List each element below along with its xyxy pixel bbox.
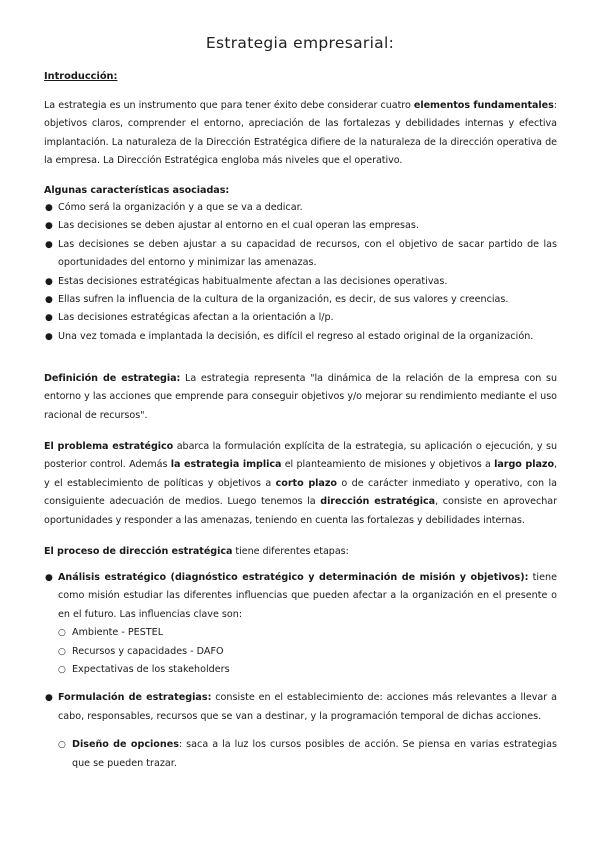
influencias-list <box>58 624 557 679</box>
list-item: ● Una vez tomada e implantada la decisión, es difícil el regreso al estado original de la organización. <box>45 330 534 342</box>
sub-list-item: ○ Ambiente - PESTEL <box>58 627 164 639</box>
intro-heading: Introducción: <box>44 71 118 82</box>
list-item: ● Las decisiones se deben ajustar al entorno en el cual operan las empresas. <box>45 220 419 232</box>
list-item: ● Estas decisiones estratégicas habitualmente afectan a las decisiones operativas. <box>45 275 448 287</box>
sub-list-item: ○ Recursos y capacidades - DAFO <box>58 645 224 657</box>
list-item: ● Ellas sufren la influencia de la cultura de la organización, es decir, de sus valores y creencias. <box>45 294 509 306</box>
list-item: ● Formulación de estrategias: consiste en el establecimiento de: acciones más relevantes a llevar a cabo, responsables, recursos que se van a destinar, y la programación temporal de dichas acciones. ○ Diseño de opciones: saca a la luz los cursos posibles de acción. Se piensa en varias estrategias que se pueden trazar. <box>44 689 557 773</box>
proceso-intro: El proceso de dirección estratégica tiene diferentes etapas: <box>44 546 349 557</box>
list-item: ● Las decisiones estratégicas afectan a la orientación a l/p. <box>45 312 334 324</box>
caracteristicas-list <box>44 199 557 346</box>
page-title: Estrategia empresarial: <box>205 34 395 52</box>
sub-list-item: ○ Diseño de opciones: saca a la luz los cursos posibles de acción. Se piensa en varias estrategias que se pueden trazar. <box>58 739 557 769</box>
sub-list-item: ○ Expectativas de los stakeholders <box>58 664 230 676</box>
proceso-list <box>44 569 557 773</box>
formulacion-sublist <box>58 736 557 773</box>
intro-paragraph: La estrategia es un instrumento que para tener éxito debe considerar cuatro elementos fundamentales: objetivos claros, comprender el entorno, apreciación de las fortalezas y debilidades internas y efectiva implantación. La naturaleza de la Dirección Estratégica difiere de la naturaleza de la dirección operativa de la empresa. La Dirección Estratégica engloba más niveles que el operativo. <box>44 100 557 167</box>
caracteristicas-heading: Algunas características asociadas: <box>44 185 230 196</box>
list-item: ● Las decisiones se deben ajustar a su capacidad de recursos, con el objetivo de sacar partido de las oportunidades del entorno y minimizar las amenazas. <box>45 238 557 269</box>
definicion-paragraph: Definición de estrategia: La estrategia representa "la dinámica de la relación de la empresa con su entorno y las acciones que emprende para conseguir objetivos y/o mejorar su rendimiento mediante el uso racional de recursos". <box>44 373 557 421</box>
problema-paragraph: El problema estratégico abarca la formulación explícita de la estrategia, su aplicación o ejecución, y su posterior control. Además la estrategia implica el planteamiento de misiones y objetivos a largo plazo, y el establecimiento de políticas y objetivos a corto plazo o de carácter inmediato y operativo, con la consiguiente adecuación de medios. Luego tenemos la dirección estratégica, consiste en aprovechar oportunidades y responder a las amenazas, teniendo en cuenta las fortalezas y debilidades internas. <box>44 441 557 526</box>
list-item: ● Análisis estratégico (diagnóstico estratégico y determinación de misión y objetivos): tiene como misión estudiar las diferentes influencias que pueden afectar a la organización en el presente o en el futuro. Las influencias clave son: ○ Ambiente - PESTEL ○ Recursos y capacidades - DAFO ○ Expectativas de los stakeholders <box>44 569 557 679</box>
list-item: ● Cómo será la organización y a que se va a dedicar. <box>45 202 303 213</box>
